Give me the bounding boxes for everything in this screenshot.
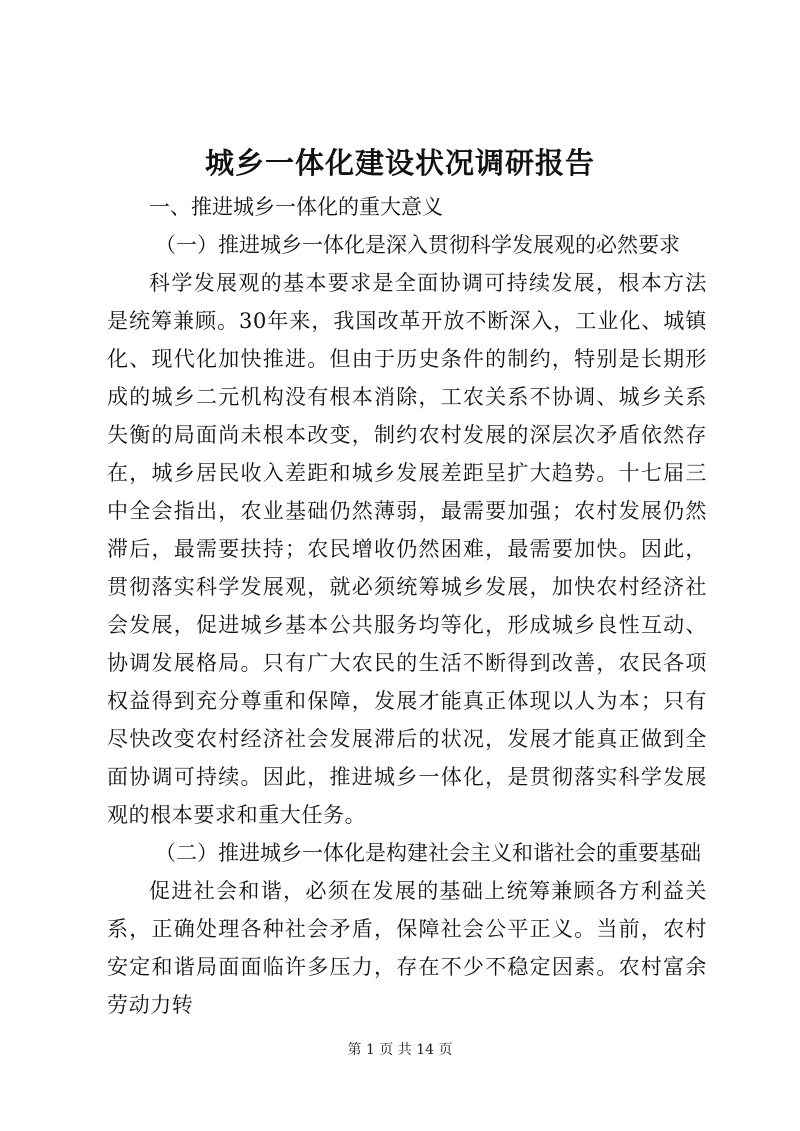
subsection-heading-1: （一）推进城乡一体化是深入贯彻科学发展观的必然要求 (155, 233, 680, 257)
section-heading: 一、推进城乡一体化的重大意义 (149, 195, 443, 219)
page-number-footer: 第 1 页 共 14 页 (347, 1042, 453, 1058)
document-title: 城乡一体化建设状况调研报告 (204, 146, 595, 180)
document-body (107, 188, 707, 1024)
paragraph-1: 科学发展观的基本要求是全面协调可持续发展，根本方法是统筹兼顾。30年来，我国改革开放不断深入，工业化、城镇化、现代化加快推进。但由于历史条件的制约，特别是长期形成的城乡二元机构没有根本消除，工农关系不协调、城乡关系失衡的局面尚未根本改变，制约农村发展的深层次矛盾依然存在，城乡居民收入差距和城乡发展差距呈扩大趋势。十七届三中全会指出，农业基础仍然薄弱，最需要加强；农村发展仍然滞后，最需要扶持；农民增收仍然困难，最需要加快。因此，贯彻落实科学发展观，就必须统筹城乡发展，加快农村经济社会发展，促进城乡基本公共服务均等化，形成城乡良性互动、协调发展格局。只有广大农民的生活不断得到改善，农民各项权益得到充分尊重和保障，发展才能真正体现以人为本；只有尽快改变农村经济社会发展滞后的状况，发展才能真正做到全面协调可持续。因此，推进城乡一体化，是贯彻落实科学发展观的根本要求和重大任务。 (107, 271, 707, 827)
subsection-heading-2: （二）推进城乡一体化是构建社会主义和谐社会的重要基础 (155, 841, 701, 865)
paragraph-2: 促进社会和谐，必须在发展的基础上统筹兼顾各方利益关系，正确处理各种社会矛盾，保障社会公平正义。当前，农村安定和谐局面面临许多压力，存在不少不稳定因素。农村富余劳动力转 (107, 879, 707, 1017)
